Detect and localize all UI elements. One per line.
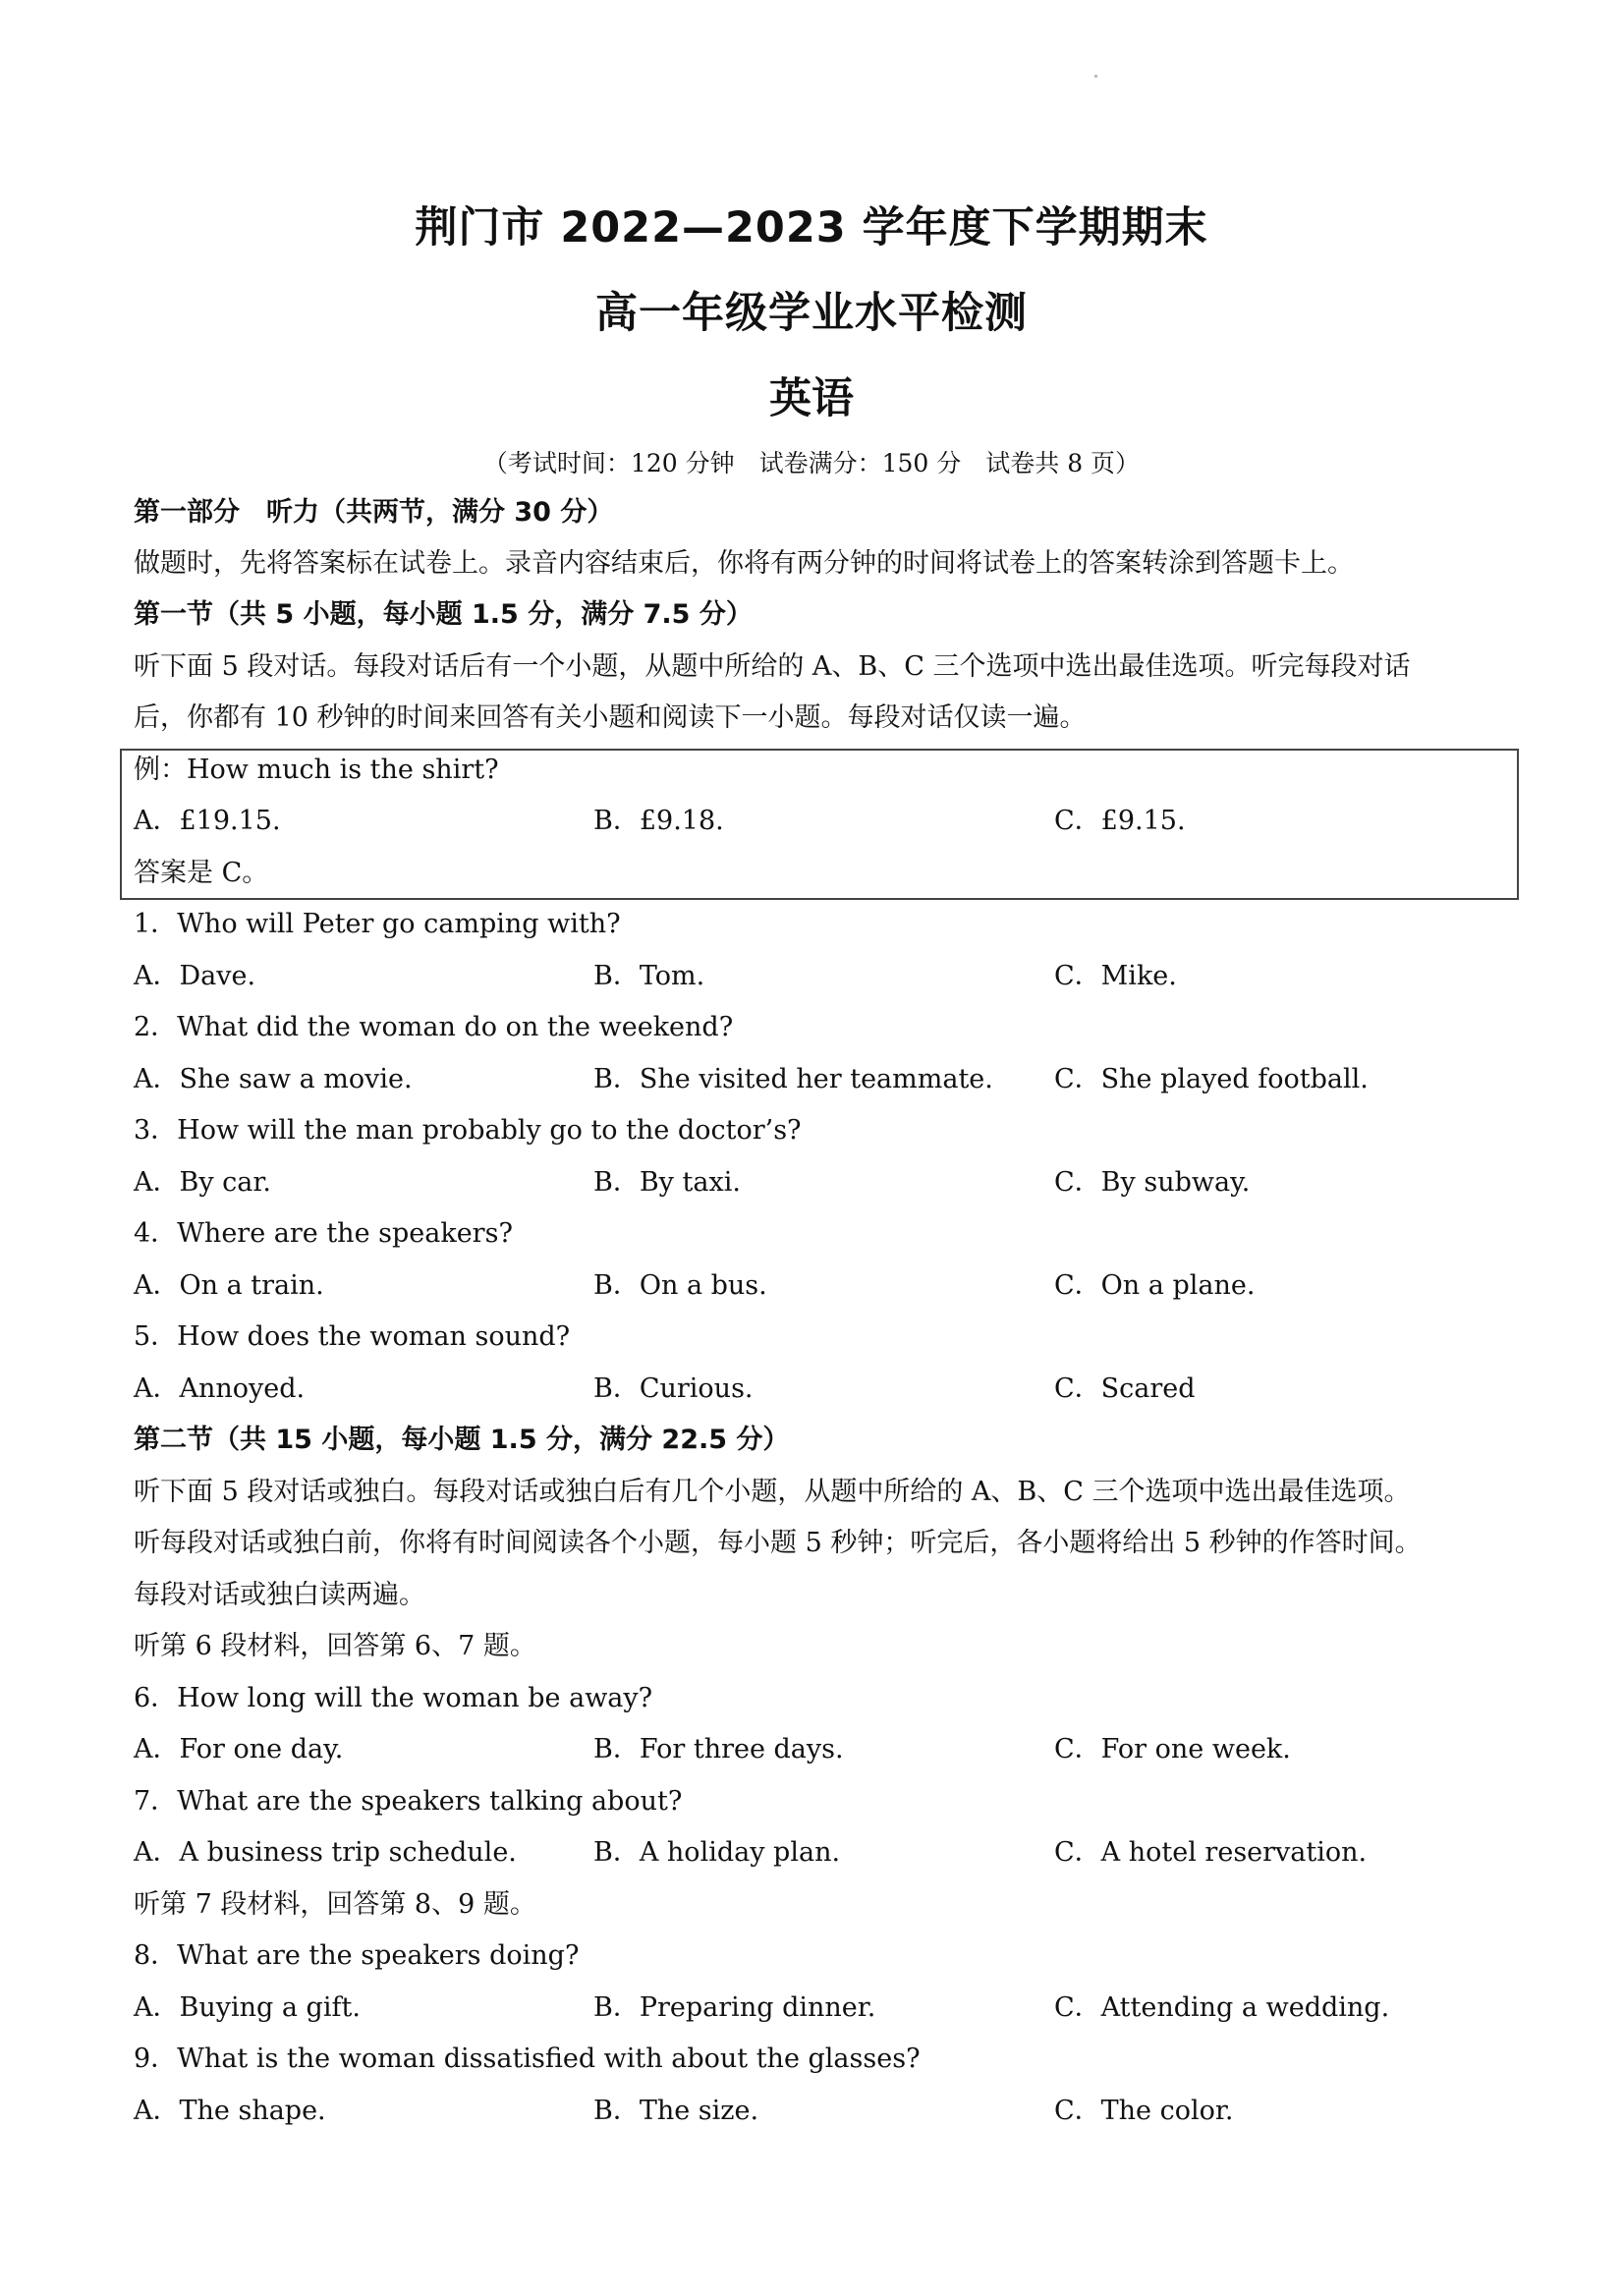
question-2-option-a: A．She saw a movie. <box>134 1064 413 1094</box>
part1-instruction: 做题时，先将答案标在试卷上。录音内容结束后，你将有两分钟的时间将试卷上的答案转涂到答题卡上。 <box>134 548 1354 579</box>
section2-instruction-line1: 听下面 5 段对话或独白。每段对话或独白后有几个小题，从题中所给的 A、B、C 三个选项中选出最佳选项。 <box>134 1477 1411 1507</box>
question-3: 3．How will the man probably go to the doctor’s? <box>134 1115 802 1146</box>
section2-instruction-line3: 每段对话或独白读两遍。 <box>134 1580 425 1610</box>
question-8-option-b: B．Preparing dinner. <box>593 1992 876 2023</box>
example-option-b: B．£9.18. <box>593 806 724 836</box>
question-1: 1．Who will Peter go camping with? <box>134 909 621 939</box>
question-5: 5．How does the woman sound? <box>134 1321 571 1352</box>
section2-heading: 第二节（共 15 小题，每小题 1.5 分，满分 22.5 分） <box>134 1425 790 1455</box>
question-8-option-a: A．Buying a gift. <box>134 1992 361 2023</box>
question-9-option-b: B．The size. <box>593 2096 759 2126</box>
question-3-option-a: A．By car. <box>134 1167 271 1198</box>
exam-subtitle: 高一年级学业水平检测 <box>595 289 1028 338</box>
part1-heading: 第一部分 听力（共两节，满分 30 分） <box>134 497 614 528</box>
exam-title: 荆门市 2022—2023 学年度下学期期末 <box>415 203 1208 252</box>
question-7: 7．What are the speakers talking about? <box>134 1786 683 1817</box>
material-6-note: 听第 6 段材料，回答第 6、7 题。 <box>134 1631 536 1661</box>
question-5-option-a: A．Annoyed. <box>134 1373 306 1404</box>
question-6: 6．How long will the woman be away? <box>134 1683 653 1713</box>
question-7-option-b: B．A holiday plan. <box>593 1837 841 1868</box>
question-4-option-b: B．On a bus. <box>593 1270 767 1301</box>
example-answer: 答案是 C。 <box>134 858 269 888</box>
question-3-option-b: B．By taxi. <box>593 1167 741 1198</box>
material-7-note: 听第 7 段材料，回答第 8、9 题。 <box>134 1889 536 1920</box>
example-option-c: C．£9.15. <box>1054 806 1186 836</box>
example-option-a: A．£19.15. <box>134 806 281 836</box>
scan-dot <box>1094 75 1097 78</box>
question-6-option-a: A．For one day. <box>134 1734 344 1764</box>
question-4: 4．Where are the speakers? <box>134 1218 513 1249</box>
question-7-option-a: A．A business trip schedule. <box>134 1837 517 1868</box>
section2-instruction-line2: 听每段对话或独白前，你将有时间阅读各个小题，每小题 5 秒钟；听完后，各小题将给出 5 秒钟的作答时间。 <box>134 1528 1422 1558</box>
question-5-option-b: B．Curious. <box>593 1373 754 1404</box>
question-3-option-c: C．By subway. <box>1054 1167 1251 1198</box>
question-1-option-c: C．Mike. <box>1054 961 1177 991</box>
question-2: 2．What did the woman do on the weekend? <box>134 1012 734 1042</box>
question-2-option-c: C．She played football. <box>1054 1064 1369 1094</box>
question-2-option-b: B．She visited her teammate. <box>593 1064 993 1094</box>
question-4-option-c: C．On a plane. <box>1054 1270 1256 1301</box>
question-1-option-a: A．Dave. <box>134 961 256 991</box>
section1-instruction-line2: 后，你都有 10 秒钟的时间来回答有关小题和阅读下一小题。每段对话仅读一遍。 <box>134 702 1087 733</box>
question-9-option-c: C．The color. <box>1054 2096 1234 2126</box>
exam-info: （考试时间：120 分钟 试卷满分：150 分 试卷共 8 页） <box>482 449 1141 477</box>
question-1-option-b: B．Tom. <box>593 961 705 991</box>
exam-subject: 英语 <box>769 374 854 423</box>
question-7-option-c: C．A hotel reservation. <box>1054 1837 1368 1868</box>
section1-heading: 第一节（共 5 小题，每小题 1.5 分，满分 7.5 分） <box>134 599 753 630</box>
question-5-option-c: C．Scared <box>1054 1373 1196 1404</box>
question-6-option-b: B．For three days. <box>593 1734 844 1764</box>
question-4-option-a: A．On a train. <box>134 1270 324 1301</box>
question-8-option-c: C．Attending a wedding. <box>1054 1992 1390 2023</box>
section1-instruction-line1: 听下面 5 段对话。每段对话后有一个小题，从题中所给的 A、B、C 三个选项中选出最佳选项。听完每段对话 <box>134 651 1411 682</box>
question-6-option-c: C．For one week. <box>1054 1734 1291 1764</box>
question-9-option-a: A．The shape. <box>134 2096 326 2126</box>
example-question: 例：How much is the shirt? <box>134 755 499 785</box>
question-8: 8．What are the speakers doing? <box>134 1940 580 1971</box>
question-9: 9．What is the woman dissatisfied with about the glasses? <box>134 2044 921 2074</box>
